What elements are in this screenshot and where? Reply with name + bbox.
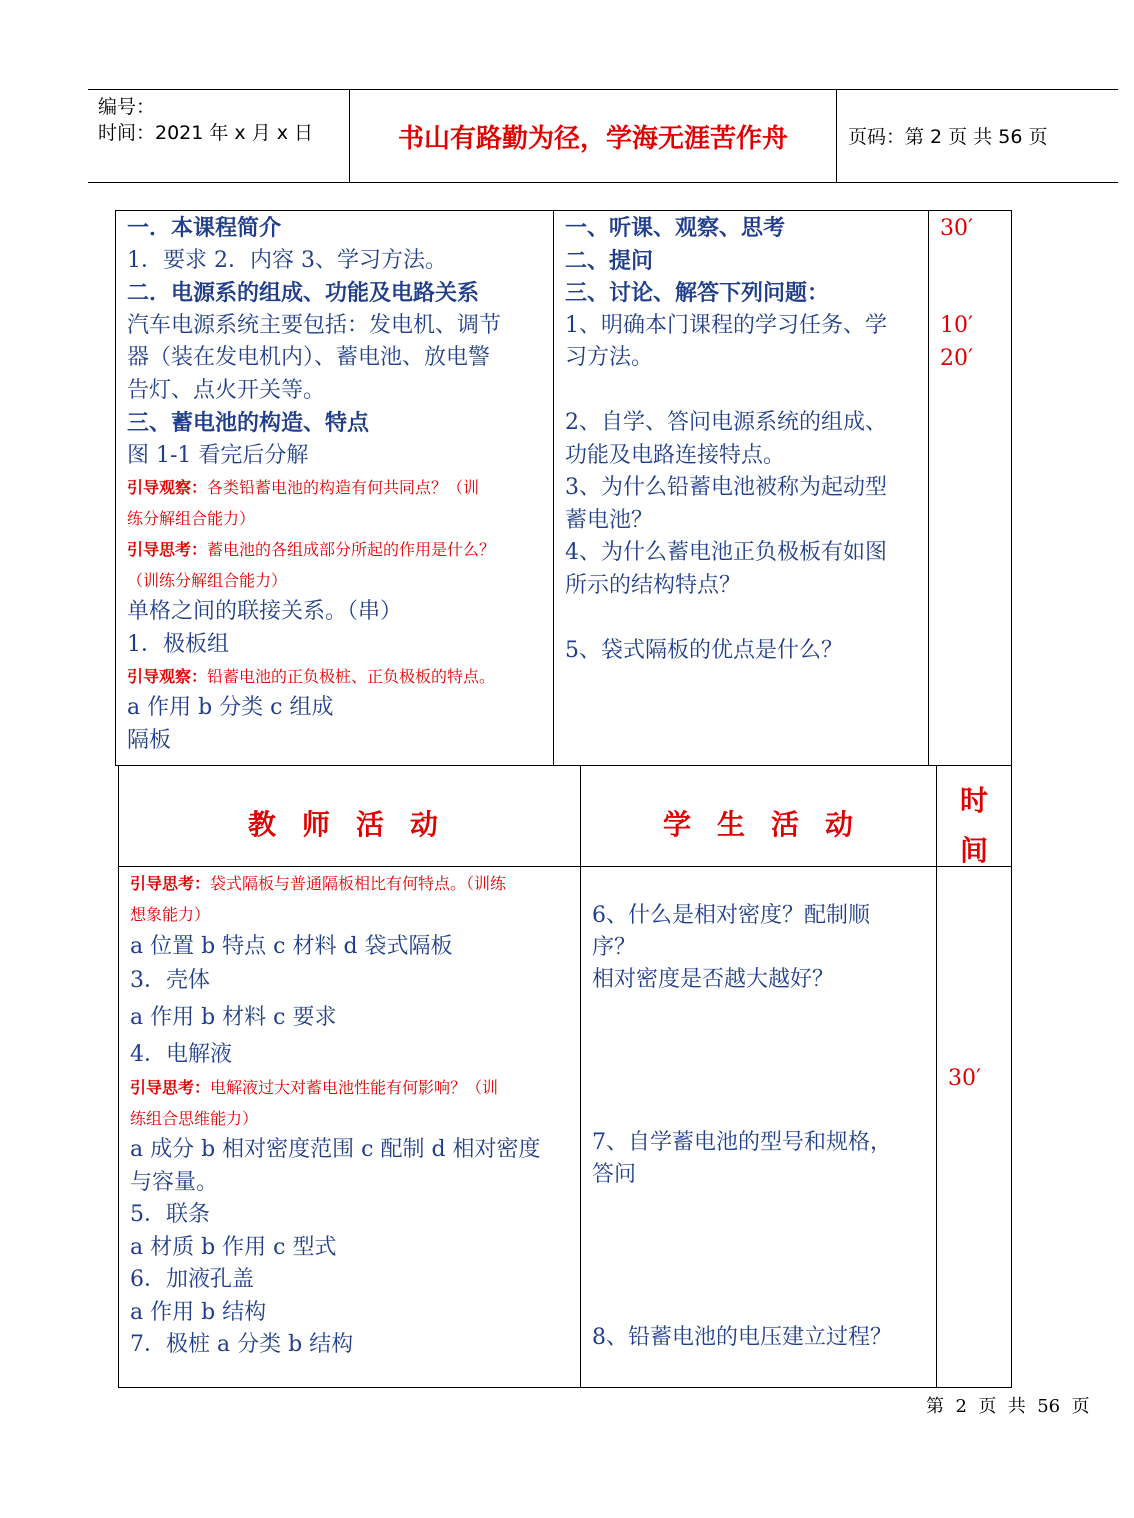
table1-divider-2 bbox=[928, 210, 929, 766]
time-header bbox=[936, 776, 1012, 876]
guide-note bbox=[127, 661, 551, 692]
content-line: a 材质 b 作用 c 型式 bbox=[130, 1234, 337, 1260]
blank-line bbox=[565, 375, 925, 408]
student-question-7: 7、自学蓄电池的型号和规格， bbox=[592, 1130, 892, 1155]
time-header-char-2: 间 bbox=[959, 834, 988, 867]
page-footer: 第 2 页 共 56 页 bbox=[926, 1396, 1090, 1417]
header-top-rule bbox=[88, 89, 1118, 90]
content-line: a 作用 b 结构 bbox=[130, 1299, 267, 1325]
content-line: a 作用 b 分类 c 组成 bbox=[127, 695, 334, 720]
content-line: 汽车电源系统主要包括：发电机、调节 bbox=[127, 312, 502, 338]
content-line: 1、明确本门课程的学习任务、学 bbox=[565, 312, 887, 338]
guide-note bbox=[130, 868, 576, 899]
section-heading: 一．本课程简介 bbox=[127, 215, 282, 241]
section-heading: 三、蓄电池的构造、特点 bbox=[127, 410, 370, 436]
guide-text: 袋式隔板与普通隔板相比有何特点。（训练 bbox=[210, 874, 507, 893]
content-line: a 位置 b 特点 c 材料 d 袋式隔板 bbox=[130, 934, 453, 959]
content-line: 隔板 bbox=[127, 727, 172, 753]
guide-note-cont: （训练分解组合能力） bbox=[127, 571, 288, 590]
content-line: 1．要求 2．内容 3、学习方法。 bbox=[127, 247, 447, 273]
content-line: 5、袋式隔板的优点是什么？ bbox=[565, 637, 843, 663]
content-line: 蓄电池？ bbox=[565, 507, 654, 533]
content-line: 所示的结构特点？ bbox=[565, 572, 742, 598]
header-divider-2 bbox=[836, 89, 837, 182]
content-line: 习方法。 bbox=[565, 345, 654, 370]
guide-note-cont: 练组合思维能力） bbox=[130, 1109, 259, 1128]
time-header-char-1: 时 bbox=[959, 784, 988, 817]
student-activity-column bbox=[565, 212, 925, 667]
content-line: 2、自学、答问电源系统的组成、 bbox=[565, 410, 887, 435]
student-activity-header: 学生活动 bbox=[662, 808, 879, 841]
time-value: 20′ bbox=[940, 346, 973, 371]
section-heading: 一、听课、观察、思考 bbox=[565, 215, 786, 241]
content-line: 3．壳体 bbox=[130, 968, 210, 993]
section-heading: 三、讨论、解答下列问题： bbox=[565, 280, 830, 306]
content-line: 器（装在发电机内）、蓄电池、放电警 bbox=[127, 345, 491, 370]
table2-header-rule bbox=[118, 866, 1012, 867]
section-heading: 二、提问 bbox=[565, 247, 654, 274]
header-motto: 书山有路勤为径，学海无涯苦作舟 bbox=[397, 124, 788, 154]
guide-note-cont: 练分解组合能力） bbox=[127, 509, 256, 528]
guide-text: 电解液过大对蓄电池性能有何影响？（训 bbox=[210, 1078, 499, 1097]
content-line: 4、为什么蓄电池正负极板有如图 bbox=[565, 540, 887, 565]
student-question-7-cont: 答问 bbox=[592, 1162, 637, 1187]
document-date: 时间：2021 年 x 月 x 日 bbox=[98, 122, 314, 144]
guide-text: 蓄电池的各组成部分所起的作用是什么？ bbox=[207, 540, 496, 559]
content-line: 7．极桩 a 分类 b 结构 bbox=[130, 1332, 354, 1357]
teacher-activity-column-2 bbox=[130, 868, 576, 1362]
guide-note bbox=[127, 534, 551, 565]
content-line: 单格之间的联接关系。（串） bbox=[127, 599, 403, 624]
table2-divider-1 bbox=[580, 765, 581, 1388]
content-line: 6．加液孔盖 bbox=[130, 1267, 254, 1292]
content-line: 4．电解液 bbox=[130, 1042, 232, 1067]
content-line: 5．联条 bbox=[130, 1202, 210, 1227]
content-line: a 成分 b 相对密度范围 c 配制 d 相对密度 bbox=[130, 1137, 541, 1162]
guide-note bbox=[127, 472, 551, 503]
guide-text: 铅蓄电池的正负极桩、正负极板的特点。 bbox=[207, 667, 496, 686]
student-question-6: 6、什么是相对密度？配制顺 bbox=[592, 903, 870, 928]
section-heading: 二．电源系的组成、功能及电路关系 bbox=[127, 280, 480, 306]
teacher-activity-column bbox=[127, 212, 551, 757]
time-value: 30′ bbox=[940, 216, 973, 241]
content-line: 与容量。 bbox=[130, 1169, 219, 1195]
content-line: 图 1-1 看完后分解 bbox=[127, 442, 309, 468]
guide-text: 各类铅蓄电池的构造有何共同点？（训 bbox=[207, 478, 480, 497]
document-number-label: 编号： bbox=[98, 96, 156, 118]
guide-note-cont: 想象能力） bbox=[130, 905, 211, 924]
header-bottom-rule bbox=[88, 182, 1118, 183]
guide-lead: 引导观察： bbox=[127, 667, 208, 686]
guide-lead: 引导观察： bbox=[127, 478, 208, 497]
guide-lead: 引导思考： bbox=[130, 874, 211, 893]
guide-note bbox=[130, 1072, 576, 1103]
time-value: 10′ bbox=[940, 313, 973, 338]
content-line: 3、为什么铅蓄电池被称为起动型 bbox=[565, 475, 887, 500]
guide-lead: 引导思考： bbox=[130, 1078, 211, 1097]
table1-divider-1 bbox=[553, 210, 554, 766]
guide-lead: 引导思考： bbox=[127, 540, 208, 559]
page-info: 页码：第 2 页 共 56 页 bbox=[848, 126, 1048, 148]
content-line: 1．极板组 bbox=[127, 631, 229, 657]
time-value: 30′ bbox=[948, 1066, 981, 1091]
student-question-8: 8、铅蓄电池的电压建立过程？ bbox=[592, 1325, 892, 1350]
student-question-6b: 相对密度是否越大越好？ bbox=[592, 967, 835, 992]
student-question-6-cont: 序？ bbox=[592, 935, 637, 960]
content-line: a 作用 b 材料 c 要求 bbox=[130, 1005, 337, 1030]
blank-line bbox=[565, 602, 925, 635]
content-line: 告灯、点火开关等。 bbox=[127, 377, 326, 403]
teacher-activity-header: 教师活动 bbox=[247, 808, 464, 841]
content-line: 功能及电路连接特点。 bbox=[565, 442, 786, 468]
